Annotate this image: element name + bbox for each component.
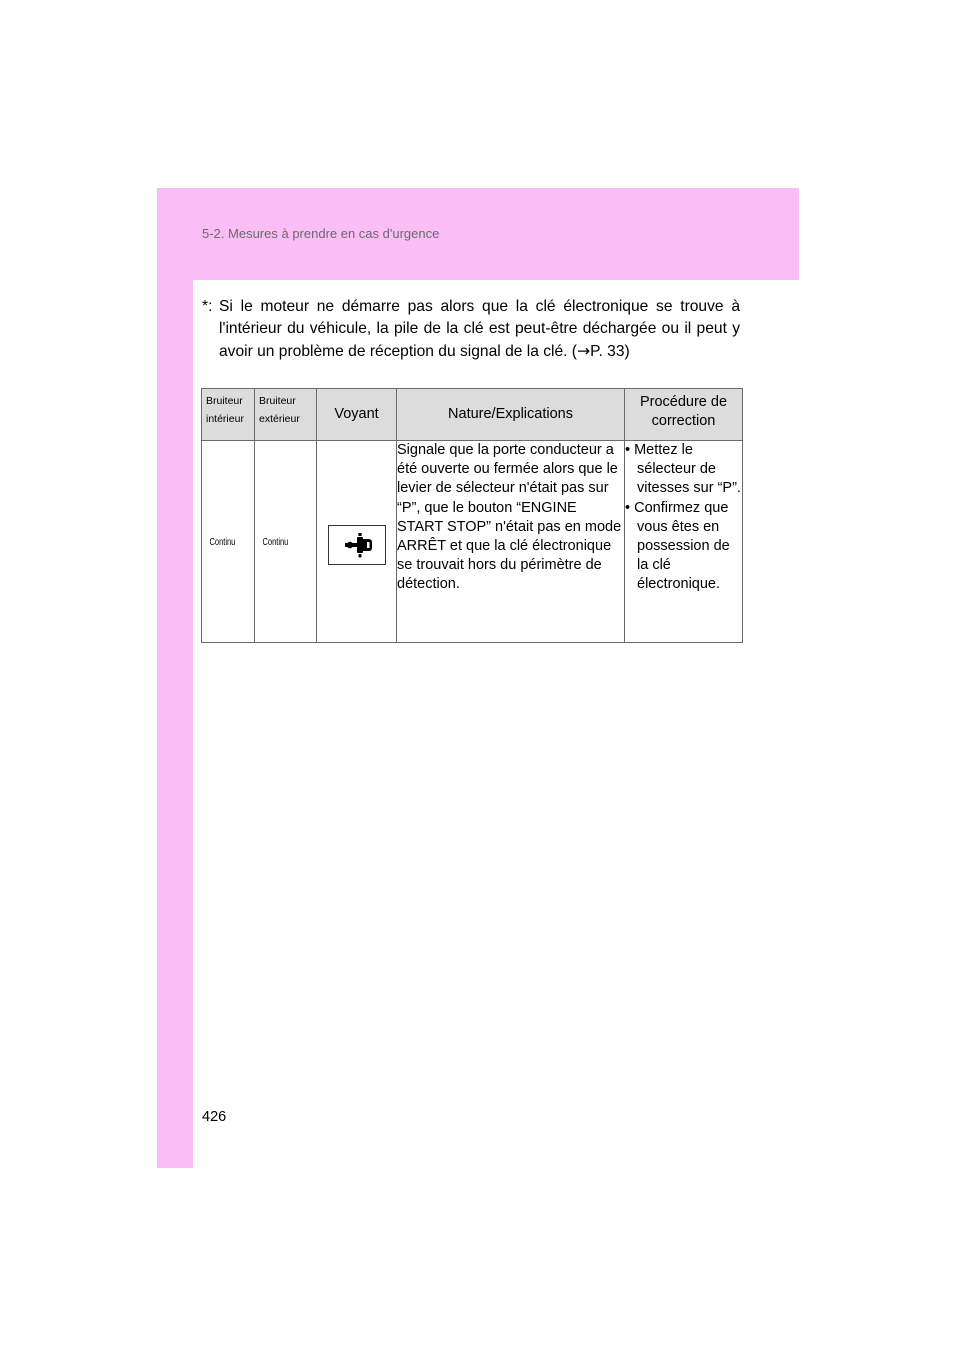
footnote-text: Si le moteur ne démarre pas alors que la clé électronique se trouve à l'intérieur du véhicule, la pile de la clé est peut-être déchargée ou il peut y avoir un problème de réception du signal de la clé. ( xyxy=(219,298,740,360)
reference-arrow-icon: → xyxy=(577,342,591,360)
table-header-row xyxy=(202,389,743,441)
header-buzzer-inside-l2: intérieur xyxy=(206,413,244,425)
header-nature: Nature/Explications xyxy=(397,389,625,441)
header-buzzer-outside xyxy=(255,389,317,441)
cell-indicator xyxy=(317,441,397,643)
side-tab-band xyxy=(157,188,193,1168)
buzzer-outside-value: Continu xyxy=(262,537,289,548)
correction-step-2: • Confirmez que vous êtes en possession de la clé électronique. xyxy=(625,499,730,593)
header-buzzer-inside-l1: Bruiteur xyxy=(206,395,243,407)
header-indicator: Voyant xyxy=(317,389,397,441)
footnote-page-ref: P. 33) xyxy=(590,343,630,360)
buzzer-inside-value: Continu xyxy=(209,537,236,548)
footnote xyxy=(202,296,740,363)
cell-buzzer-outside xyxy=(255,441,317,643)
table-row xyxy=(202,441,743,643)
footnote-mark: *: xyxy=(202,298,213,315)
correction-step-1: • Mettez le sélecteur de vitesses sur “P”. xyxy=(625,442,741,497)
header-correction: Procédure de correction xyxy=(625,389,743,441)
header-buzzer-inside xyxy=(202,389,255,441)
key-warning-icon xyxy=(328,525,386,565)
section-title: 5-2. Mesures à prendre en cas d'urgence xyxy=(202,226,440,241)
cell-correction xyxy=(625,441,743,643)
footnote-body xyxy=(219,296,740,363)
warning-table xyxy=(201,388,743,643)
cell-nature: Signale que la porte conducteur a été ouverte ou fermée alors que le levier de sélecteur n'était pas sur “P”, que le bouton “ENGINE START STOP” n'était pas en mode ARRÊT et que la clé électronique se trouvait hors du périmètre de détection. xyxy=(397,441,625,643)
page-number: 426 xyxy=(202,1109,227,1125)
cell-buzzer-inside xyxy=(202,441,255,643)
header-buzzer-outside-l1: Bruiteur xyxy=(259,395,296,407)
header-buzzer-outside-l2: extérieur xyxy=(259,413,300,425)
